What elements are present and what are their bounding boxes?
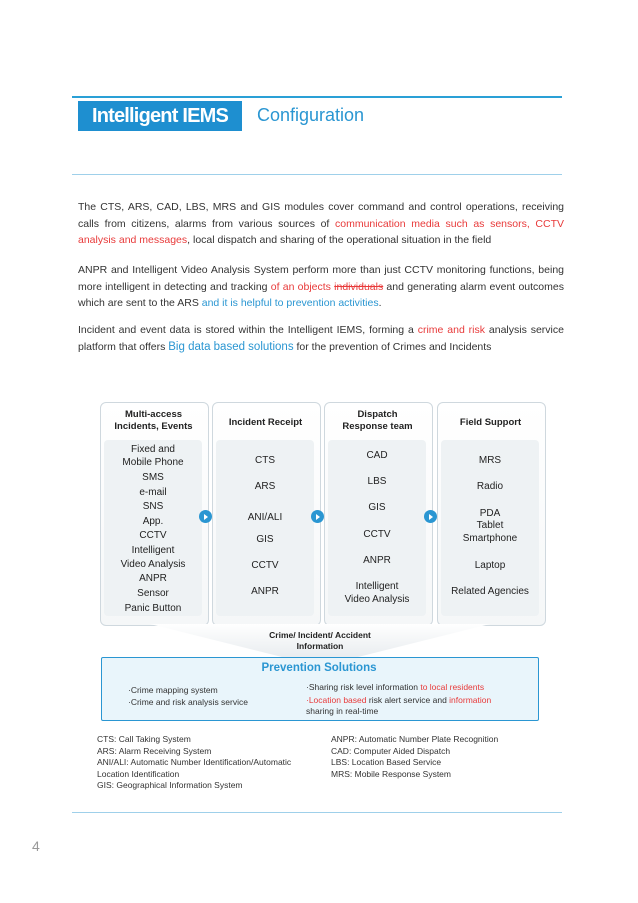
list-item: LBS bbox=[367, 476, 387, 487]
list-item: GIS bbox=[368, 502, 386, 513]
paragraph-data-storage: Incident and event data is stored within the Intelligent IEMS, forming a crime and risk analysis service platform that offers Big data based solutions for the prevention of Crimes and Incidents bbox=[78, 324, 564, 353]
list-item: CCTV bbox=[139, 530, 167, 541]
list-item: PDA bbox=[479, 508, 501, 519]
list-item: ARS bbox=[254, 481, 276, 492]
list-item: ANPR bbox=[363, 555, 391, 566]
list-item: CTS bbox=[255, 455, 275, 466]
list-item: Smartphone bbox=[462, 533, 518, 544]
list-item: Sensor bbox=[137, 588, 169, 599]
list-item: Laptop bbox=[474, 560, 506, 571]
flow-label: Crime/ Incident/ Accident Information bbox=[269, 630, 371, 651]
page-number: 4 bbox=[32, 838, 40, 854]
list-item: CAD bbox=[366, 450, 388, 461]
list-item: MRS bbox=[478, 455, 502, 466]
page-title-highlight: Intelligent IEMS bbox=[78, 101, 242, 131]
flow-arrow-icon bbox=[199, 510, 212, 523]
abbreviation-list-left: CTS: Call Taking System ARS: Alarm Receiving System ANI/ALI: Automatic Number Identification/Automatic Location Identification GIS: Geographical Information System bbox=[97, 734, 292, 790]
prevention-item: sharing in real-time bbox=[306, 706, 379, 716]
paragraph-modules: The CTS, ARS, CAD, LBS, MRS and GIS modules cover command and control operations, receiving calls from citizens, alarms from various sources of communication media such as sensors, CCTV analysis and messages, local dispatch and sharing of the operational situation in the field bbox=[78, 201, 564, 246]
abbreviation-list-right: ANPR: Automatic Number Plate Recognition CAD: Computer Aided Dispatch LBS: Location Based Service MRS: Mobile Response System bbox=[331, 734, 499, 779]
prevention-item: ·Crime mapping system bbox=[128, 685, 218, 695]
top-divider bbox=[72, 96, 562, 98]
list-item: App. bbox=[142, 516, 164, 527]
bottom-divider bbox=[72, 812, 562, 813]
list-item: Fixed and bbox=[131, 444, 175, 455]
list-item: e-mail bbox=[139, 487, 167, 498]
list-item: Radio bbox=[476, 481, 504, 492]
title-divider bbox=[72, 174, 562, 175]
list-item: Mobile Phone bbox=[122, 457, 184, 468]
list-item: Intelligent bbox=[131, 545, 175, 556]
list-item: Video Analysis bbox=[120, 559, 186, 570]
list-item: GIS bbox=[256, 534, 274, 545]
list-item: Panic Button bbox=[124, 603, 182, 614]
list-item: SMS bbox=[142, 472, 164, 483]
prevention-item: ·Crime and risk analysis service bbox=[128, 697, 248, 707]
paragraph-anpr: ANPR and Intelligent Video Analysis System perform more than just CCTV monitoring functions, being more intelligent in detecting and tracking of an objects individuals and generating alarm event outcomes which are sent to the ARS and it is helpful to prevention activities. bbox=[78, 264, 564, 309]
prevention-item: ·Location based risk alert service and information bbox=[306, 695, 492, 705]
prevention-solutions-title: Prevention Solutions bbox=[261, 662, 377, 674]
list-item: Intelligent bbox=[355, 581, 399, 592]
flow-arrow-icon bbox=[311, 510, 324, 523]
column-header-incident-receipt: Incident Receipt bbox=[228, 417, 303, 428]
page-title-rest: Configuration bbox=[257, 105, 365, 125]
flow-arrow-icon bbox=[424, 510, 437, 523]
list-item: ANPR bbox=[251, 586, 279, 597]
list-item: SNS bbox=[142, 501, 164, 512]
list-item: ANPR bbox=[139, 573, 167, 584]
list-item: Related Agencies bbox=[451, 586, 529, 597]
column-header-field-support: Field Support bbox=[459, 417, 522, 428]
list-item: CCTV bbox=[363, 529, 391, 540]
list-item: Tablet bbox=[476, 520, 504, 531]
prevention-item: ·Sharing risk level information to local residents bbox=[306, 682, 485, 692]
list-item: ANI/ALI bbox=[247, 512, 283, 523]
list-item: CCTV bbox=[251, 560, 279, 571]
column-header-multi-access: Multi-access Incidents, Events bbox=[114, 409, 193, 432]
list-item: Video Analysis bbox=[344, 594, 410, 605]
column-header-dispatch: Dispatch Response team bbox=[342, 409, 413, 432]
